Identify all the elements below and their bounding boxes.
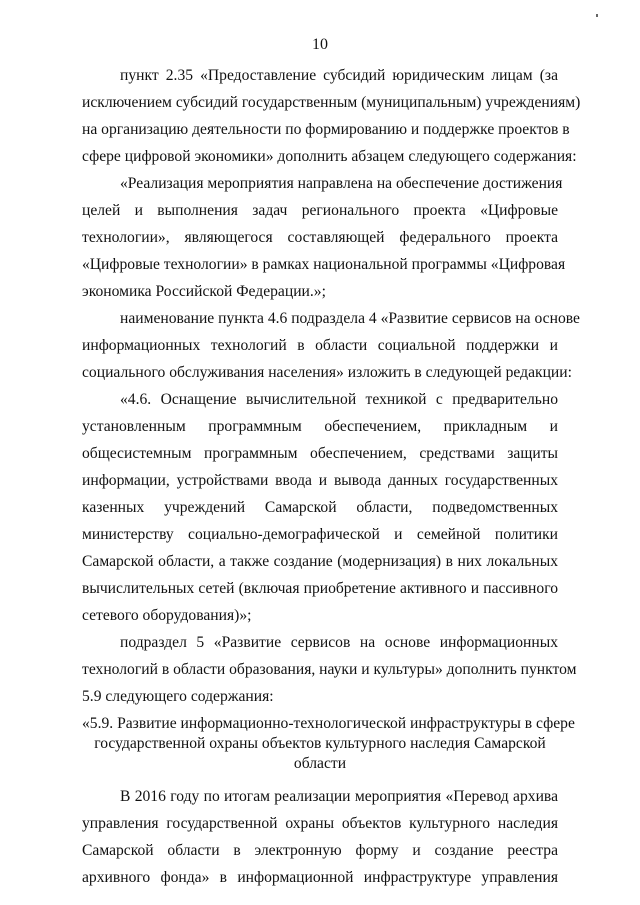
- heading-line: «5.9. Развитие информационно-технологической инфраструктуры в сфере: [82, 715, 575, 732]
- heading-line: государственной охраны объектов культурного наследия Самарской: [94, 735, 546, 752]
- text-line: социального обслуживания населения» изложить в следующей редакции:: [82, 364, 572, 381]
- section-heading: [82, 714, 575, 774]
- paragraphs-after-heading: [82, 783, 558, 891]
- text-line: казенных учреждений Самарской области, подведомственных: [82, 499, 558, 516]
- text-line: подраздел 5 «Развитие сервисов на основе информационных: [120, 634, 558, 651]
- text-line: «4.6. Оснащение вычислительной техникой с предварительно: [120, 391, 558, 408]
- paragraph: [82, 170, 566, 305]
- text-line: 5.9 следующего содержания:: [82, 688, 274, 705]
- heading-line: области: [293, 755, 347, 772]
- paragraph: [82, 305, 580, 386]
- paragraphs-before-heading: [82, 62, 581, 710]
- paragraph: [82, 386, 558, 629]
- text-line: исключением субсидий государственным (муниципальным) учреждениям): [82, 94, 581, 111]
- text-line: установленным программным обеспечением, прикладным и: [82, 418, 558, 435]
- text-line: «Реализация мероприятия направлена на обеспечение достижения: [120, 175, 563, 192]
- text-line: технологии», являющегося составляющей федерального проекта: [82, 229, 558, 246]
- text-line: целей и выполнения задач регионального проекта «Цифровые: [82, 202, 558, 219]
- page-number: 10: [312, 36, 328, 53]
- text-line: сетевого оборудования)»;: [82, 607, 252, 624]
- text-line: наименование пункта 4.6 подраздела 4 «Развитие сервисов на основе: [120, 310, 580, 327]
- paragraph: [82, 62, 581, 170]
- text-line: Самарской области в электронную форму и создание реестра: [82, 842, 558, 859]
- text-line: экономика Российской Федерации.»;: [82, 283, 326, 300]
- text-line: информации, устройствами ввода и вывода данных государственных: [82, 472, 558, 489]
- text-line: архивного фонда» в информационной инфраструктуре управления: [82, 869, 558, 886]
- text-line: общесистемным программным обеспечением, средствами защиты: [82, 445, 558, 462]
- text-line: пункт 2.35 «Предоставление субсидий юридическим лицам (за: [120, 67, 558, 84]
- text-line: Самарской области, а также создание (модернизация) в них локальных: [82, 553, 558, 570]
- text-line: сфере цифровой экономики» дополнить абзацем следующего содержания:: [82, 148, 577, 165]
- text-line: министерству социально-демографической и семейной политики: [82, 526, 558, 543]
- text-line: «Цифровые технологии» в рамках национальной программы «Цифровая: [82, 256, 566, 273]
- text-line: информационных технологий в области социальной поддержки и: [82, 337, 558, 354]
- text-line: технологий в области образования, науки и культуры» дополнить пунктом: [82, 661, 577, 678]
- scan-mark: [596, 14, 598, 17]
- paragraph: [82, 783, 558, 891]
- document-body: [82, 62, 581, 891]
- text-line: вычислительных сетей (включая приобретение активного и пассивного: [82, 580, 558, 597]
- text-line: управления государственной охраны объектов культурного наследия: [82, 815, 558, 832]
- text-line: на организацию деятельности по формированию и поддержке проектов в: [82, 121, 570, 138]
- text-line: В 2016 году по итогам реализации мероприятия «Перевод архива: [120, 788, 558, 805]
- paragraph: [82, 629, 577, 710]
